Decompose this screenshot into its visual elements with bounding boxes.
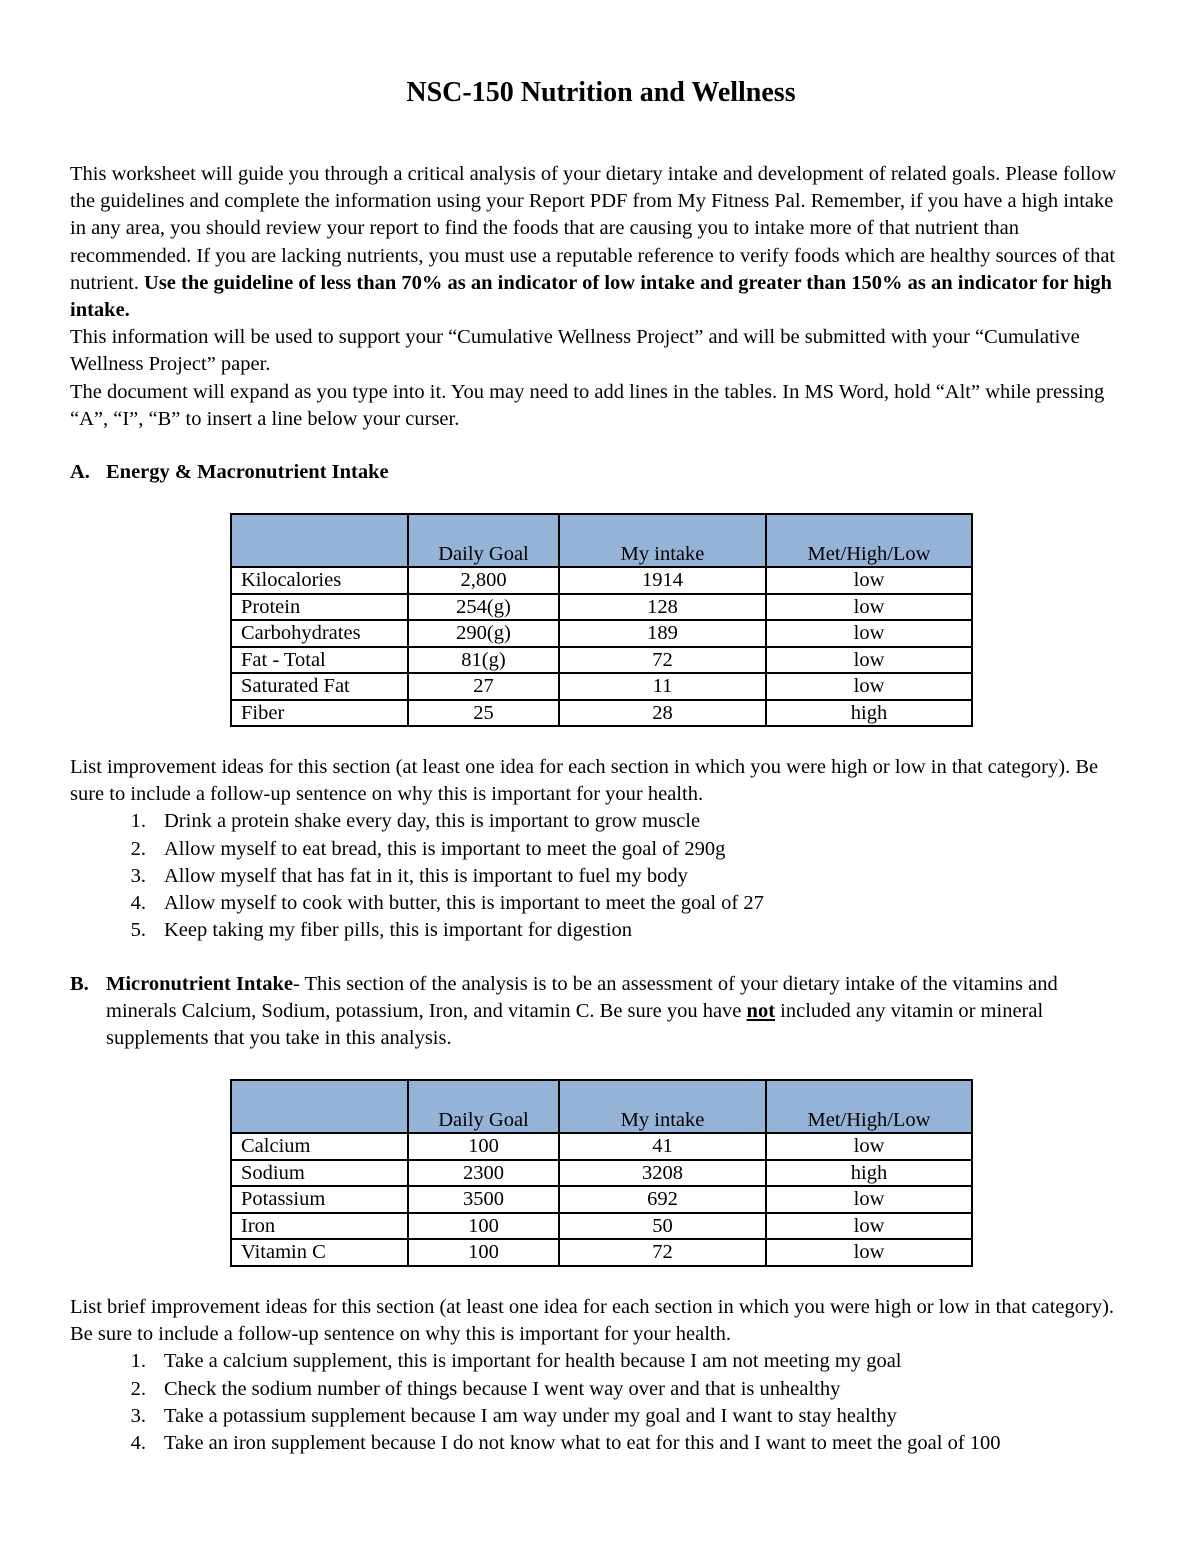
list-item-text: Take a potassium supplement because I am way under my goal and I want to stay healthy	[164, 1404, 897, 1427]
table-row	[231, 1160, 972, 1187]
table-row	[231, 567, 972, 594]
section-b-letter: B.	[70, 973, 89, 996]
list-item-number: 3.	[130, 864, 146, 887]
status-cell: low	[766, 620, 972, 647]
daily-goal-cell: 254(g)	[408, 594, 559, 621]
table-row	[231, 1186, 972, 1213]
my-intake-cell: 3208	[559, 1160, 766, 1187]
daily-goal-cell: 100	[408, 1239, 559, 1266]
list-item	[70, 1430, 1132, 1457]
section-b-instructions: List brief improvement ideas for this section (at least one idea for each section in which you were high or low in that category). Be sure to include a follow-up sentence on why this is important for your health.	[70, 1295, 1115, 1346]
daily-goal-cell: 290(g)	[408, 620, 559, 647]
list-item-text: Drink a protein shake every day, this is important to grow muscle	[164, 810, 701, 833]
my-intake-cell: 50	[559, 1213, 766, 1240]
list-item-number: 3.	[130, 1404, 146, 1427]
status-cell: high	[766, 700, 972, 727]
section-b-ideas-list	[70, 1348, 1132, 1457]
daily-goal-cell: 100	[408, 1133, 559, 1160]
table-header-cell: Met/High/Low	[766, 1080, 972, 1133]
daily-goal-cell: 100	[408, 1213, 559, 1240]
daily-goal-cell: 3500	[408, 1186, 559, 1213]
list-item	[70, 1376, 1132, 1403]
nutrient-name-cell: Vitamin C	[231, 1239, 408, 1266]
my-intake-cell: 11	[559, 673, 766, 700]
intro-guidance-text: This worksheet will guide you through a critical analysis of your dietary intake and development of related goals. Please follow the guidelines and complete the information using your Report PDF from My Fitness Pal. Remember, if you have a high intake in any area, you should review your report to find the foods that are causing you to intake more of that nutrient than recommended. If you are lacking nutrients, you must use a reputable reference to verify foods which are healthy sources of that nutrient.	[70, 163, 1117, 294]
my-intake-cell: 41	[559, 1133, 766, 1160]
list-item	[70, 808, 1132, 835]
list-item-number: 4.	[130, 1431, 146, 1454]
list-item-text: Keep taking my fiber pills, this is important for digestion	[164, 919, 633, 942]
intro-guideline-bold: Use the guideline of less than 70% as an indicator of low intake and greater than 150% as an indicator for high intake.	[70, 271, 1112, 322]
intro-paragraph-3: The document will expand as you type into it. You may need to add lines in the tables. In MS Word, hold “Alt” while pressing “A”, “I”, “B” to insert a line below your curser.	[70, 380, 1105, 430]
list-item-text: Take an iron supplement because I do not know what to eat for this and I want to meet the goal of 100	[164, 1431, 1001, 1454]
document-page	[70, 70, 1132, 1457]
status-cell: low	[766, 1186, 972, 1213]
list-item-number: 2.	[130, 837, 146, 860]
table-row	[231, 647, 972, 674]
list-item-number: 1.	[130, 1350, 146, 1373]
nutrient-name-cell: Fiber	[231, 700, 408, 727]
status-cell: high	[766, 1160, 972, 1187]
list-item-number: 2.	[130, 1377, 146, 1400]
section-a-ideas-list	[70, 808, 1132, 944]
list-item	[70, 917, 1132, 944]
table-header-cell	[231, 514, 408, 567]
status-cell: low	[766, 673, 972, 700]
table-header-cell: Met/High/Low	[766, 514, 972, 567]
list-item-number: 5.	[130, 919, 146, 942]
status-cell: low	[766, 1239, 972, 1266]
section-b-title: Micronutrient Intake	[106, 973, 293, 996]
list-item-text: Check the sodium number of things because I went way over and that is unhealthy	[164, 1377, 841, 1400]
table-row	[231, 620, 972, 647]
daily-goal-cell: 81(g)	[408, 647, 559, 674]
daily-goal-cell: 2300	[408, 1160, 559, 1187]
section-b-heading	[70, 971, 1132, 1052]
intro-text	[70, 161, 1132, 433]
table-header-cell	[231, 1080, 408, 1133]
my-intake-cell: 72	[559, 647, 766, 674]
table-header-row	[231, 514, 972, 567]
section-b-description	[106, 971, 1132, 1052]
table-row	[231, 1239, 972, 1266]
micronutrient-table	[230, 1079, 973, 1267]
intro-paragraph-1	[70, 161, 1132, 324]
list-item-text: Take a calcium supplement, this is important for health because I am not meeting my goal	[164, 1350, 902, 1373]
list-item-number: 4.	[130, 892, 146, 915]
nutrient-name-cell: Kilocalories	[231, 567, 408, 594]
list-item-text: Allow myself to eat bread, this is important to meet the goal of 290g	[164, 837, 726, 860]
nutrient-name-cell: Iron	[231, 1213, 408, 1240]
intro-paragraph-2: This information will be used to support your “Cumulative Wellness Project” and will be submitted with your “Cumulative Wellness Project” paper.	[70, 326, 1080, 376]
table-header-cell: My intake	[559, 514, 766, 567]
daily-goal-cell: 27	[408, 673, 559, 700]
list-item	[70, 863, 1132, 890]
status-cell: low	[766, 1213, 972, 1240]
section-a-instructions: List improvement ideas for this section (at least one idea for each section in which you were high or low in that category). Be sure to include a follow-up sentence on why this is important for your health.	[70, 756, 1099, 806]
nutrient-name-cell: Protein	[231, 594, 408, 621]
status-cell: low	[766, 647, 972, 674]
daily-goal-cell: 2,800	[408, 567, 559, 594]
macronutrient-table	[230, 513, 973, 727]
document-title: NSC-150 Nutrition and Wellness	[406, 77, 796, 108]
table-row	[231, 700, 972, 727]
table-header-cell: My intake	[559, 1080, 766, 1133]
status-cell: low	[766, 594, 972, 621]
list-item-text: Allow myself to cook with butter, this is important to meet the goal of 27	[164, 892, 764, 915]
table-row	[231, 673, 972, 700]
status-cell: low	[766, 1133, 972, 1160]
nutrient-name-cell: Saturated Fat	[231, 673, 408, 700]
list-item	[70, 890, 1132, 917]
nutrient-name-cell: Calcium	[231, 1133, 408, 1160]
section-a-heading	[70, 459, 1132, 486]
section-b-desc-part2: included any vitamin or mineral supplements that you take in this analysis.	[106, 1000, 1044, 1050]
my-intake-cell: 692	[559, 1186, 766, 1213]
daily-goal-cell: 25	[408, 700, 559, 727]
list-item	[70, 836, 1132, 863]
table-header-cell: Daily Goal	[408, 1080, 559, 1133]
nutrient-name-cell: Fat - Total	[231, 647, 408, 674]
table-header-row	[231, 1080, 972, 1133]
section-b-not-emphasis: not	[746, 1000, 776, 1023]
table-row	[231, 1213, 972, 1240]
nutrient-name-cell: Potassium	[231, 1186, 408, 1213]
section-b-desc-part1: - This section of the analysis is to be an assessment of your dietary intake of the vitamins and minerals Calcium, Sodium, potassium, Iron, and vitamin C. Be sure you have	[106, 973, 1058, 1023]
my-intake-cell: 189	[559, 620, 766, 647]
list-item	[70, 1403, 1132, 1430]
table-header-cell: Daily Goal	[408, 514, 559, 567]
my-intake-cell: 1914	[559, 567, 766, 594]
my-intake-cell: 128	[559, 594, 766, 621]
list-item	[70, 1348, 1132, 1375]
section-a-letter: A.	[70, 461, 90, 484]
status-cell: low	[766, 567, 972, 594]
table-row	[231, 594, 972, 621]
my-intake-cell: 72	[559, 1239, 766, 1266]
nutrient-name-cell: Carbohydrates	[231, 620, 408, 647]
nutrient-name-cell: Sodium	[231, 1160, 408, 1187]
list-item-number: 1.	[130, 810, 146, 833]
list-item-text: Allow myself that has fat in it, this is important to fuel my body	[164, 864, 688, 887]
table-row	[231, 1133, 972, 1160]
my-intake-cell: 28	[559, 700, 766, 727]
section-a-title: Energy & Macronutrient Intake	[106, 461, 389, 484]
